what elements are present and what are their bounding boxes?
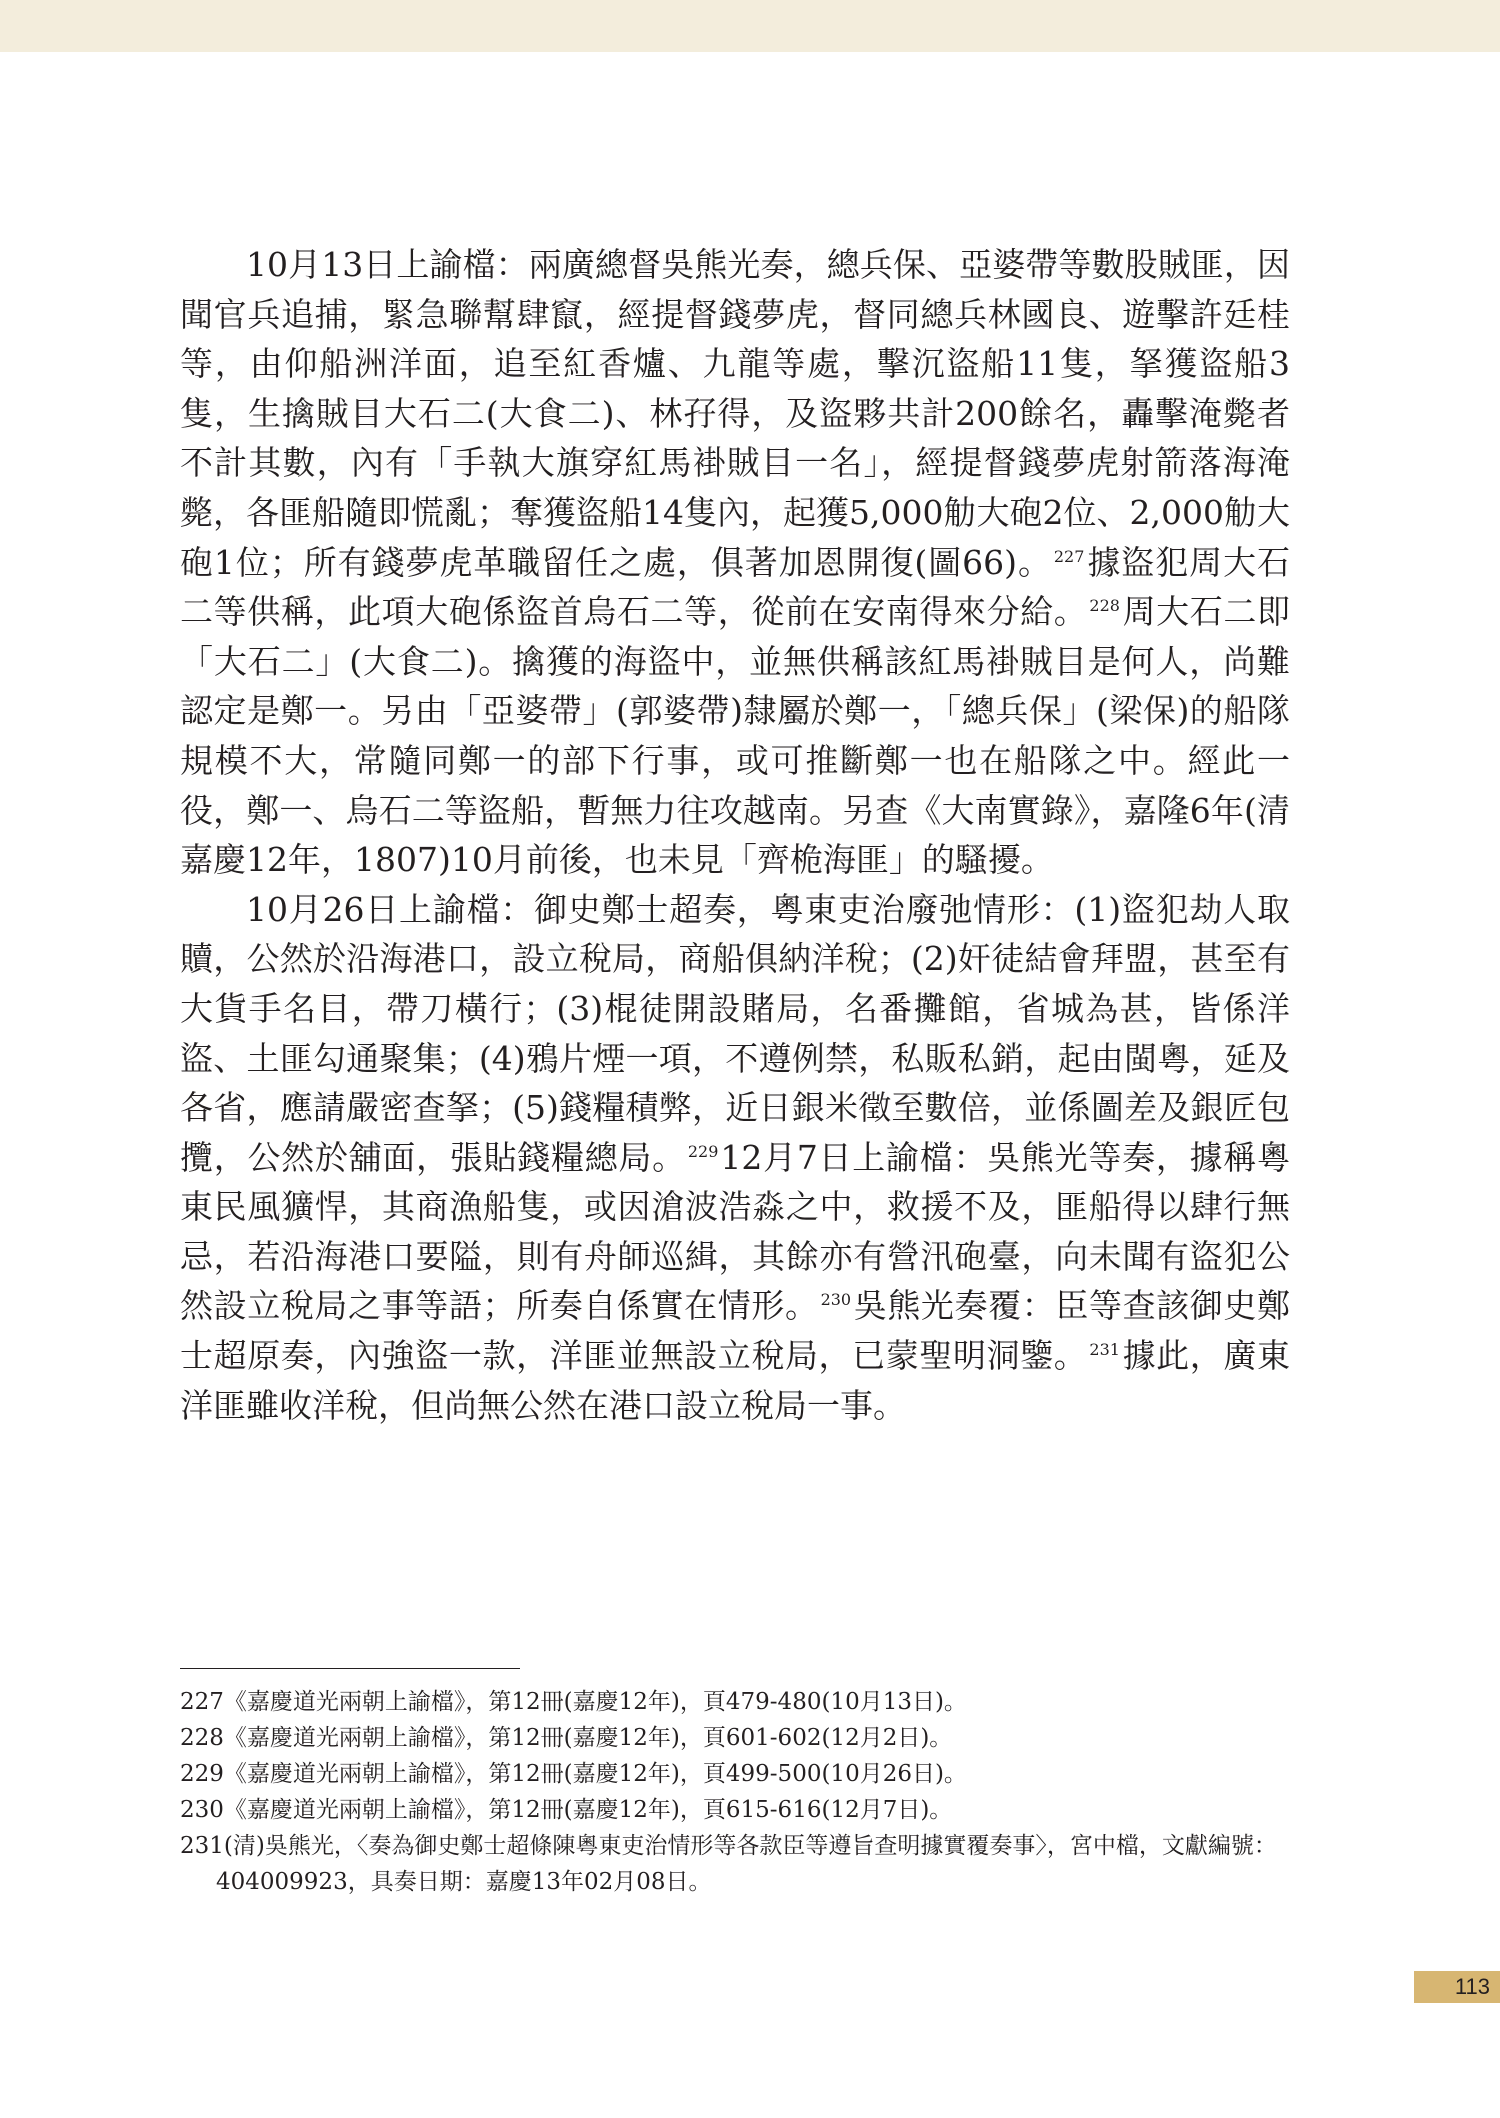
footnote-text: 《嘉慶道光兩朝上諭檔》，第12冊(嘉慶12年)，頁615-616(12月7日)。 — [223, 1797, 953, 1823]
footnote-number: 230 — [180, 1797, 224, 1823]
footnote-separator — [180, 1668, 520, 1669]
footnote-number: 231 — [180, 1833, 224, 1859]
footnote-text: 《嘉慶道光兩朝上諭檔》，第12冊(嘉慶12年)，頁499-500(10月26日)。 — [223, 1761, 967, 1787]
text-segment: 吳熊光奏覆：臣等查該御史鄭士超原奏，內強盜一款，洋匪並無設立稅局，已蒙聖明洞鑒。 — [180, 1286, 1291, 1376]
footnote-ref[interactable]: 231 — [1089, 1340, 1120, 1360]
footnote — [180, 1828, 1290, 1900]
footnote-number: 227 — [180, 1689, 224, 1715]
paragraph — [180, 885, 1290, 1431]
top-band — [0, 0, 1500, 52]
text-segment: 10月13日上諭檔：兩廣總督吳熊光奏，總兵保、亞婆帶等數股賊匪，因聞官兵追捕，緊急聯幫肆竄，經提督錢夢虎，督同總兵林國良、遊擊許廷桂等，由仰船洲洋面，追至紅香爐、九龍等處，擊沉盜船11隻，拏獲盜船3隻，生擒賊目大石二(大食二)、林孖得，及盜夥共計200餘名，轟擊淹斃者不計其數，內有「手執大旗穿紅馬褂賊目一名」，經提督錢夢虎射箭落海淹斃，各匪船隨即慌亂；奪獲盜船14隻內，起獲5,000觔大砲2位、2,000觔大砲1位；所有錢夢虎革職留任之處，俱著加恩開復(圖66)。 — [180, 245, 1290, 582]
footnote — [180, 1684, 1290, 1720]
footnote-ref[interactable]: 227 — [1053, 546, 1085, 566]
footnote-text: (清)吳熊光，〈奏為御史鄭士超條陳粵東吏治情形等各款臣等遵旨查明據實覆奏事〉，宮中檔，文獻編號：404009923，具奏日期：嘉慶13年02月08日。 — [216, 1833, 1277, 1895]
footnote-ref[interactable]: 228 — [1089, 596, 1120, 616]
footnote — [180, 1756, 1290, 1792]
footnote-number: 229 — [180, 1761, 224, 1787]
footnote-ref[interactable]: 229 — [687, 1141, 719, 1161]
footnote-text: 《嘉慶道光兩朝上諭檔》，第12冊(嘉慶12年)，頁479-480(10月13日)。 — [223, 1689, 967, 1715]
footnote-number: 228 — [180, 1725, 224, 1751]
footnote — [180, 1720, 1290, 1756]
footnotes — [180, 1684, 1290, 1900]
text-segment: 10月26日上諭檔：御史鄭士超奏，粵東吏治廢弛情形：(1)盜犯劫人取贖，公然於沿海港口，設立稅局，商船俱納洋稅；(2)奸徒結會拜盟，甚至有大貨手名目，帶刀橫行；(3)棍徒開設賭局，名番攤館，省城為甚，皆係洋盜、土匪勾通聚集；(4)鴉片煙一項，不遵例禁，私販私銷，起由閩粵，延及各省，應請嚴密查拏；(5)錢糧積弊，近日銀米徵至數倍，並係圖差及銀匠包攬，公然於舖面，張貼錢糧總局。 — [180, 889, 1290, 1177]
text-segment: 據此，廣東洋匪雖收洋稅，但尚無公然在港口設立稅局一事。 — [180, 1336, 1291, 1425]
paragraph — [180, 240, 1290, 885]
text-segment: 周大石二即「大石二」(大食二)。擒獲的海盜中，並無供稱該紅馬褂賊目是何人，尚難認定是鄭一。另由「亞婆帶」(郭婆帶)隸屬於鄭一，「總兵保」(梁保)的船隊規模不大，常隨同鄭一的部下行事，或可推斷鄭一也在船隊之中。經此一役，鄭一、烏石二等盜船，暫無力往攻越南。另查《大南實錄》，嘉隆6年(清嘉慶12年，1807)10月前後，也未見「齊桅海匪」的騷擾。 — [180, 592, 1291, 880]
footnote-ref[interactable]: 230 — [820, 1290, 852, 1310]
footnote-text: 《嘉慶道光兩朝上諭檔》，第12冊(嘉慶12年)，頁601-602(12月2日)。 — [223, 1725, 953, 1751]
text-segment: 12月7日上諭檔：吳熊光等奏，據稱粵東民風獷悍，其商漁船隻，或因滄波浩淼之中，救援不及，匪船得以肆行無忌，若沿海港口要隘，則有舟師巡緝，其餘亦有營汛砲臺，向未聞有盜犯公然設立稅局之事等語；所奏自係實在情形。 — [180, 1137, 1290, 1326]
page-number: 113 — [1454, 1974, 1490, 1999]
footnote — [180, 1792, 1290, 1828]
body-text — [180, 240, 1290, 1430]
text-segment: 據盜犯周大石二等供稱，此項大砲係盜首烏石二等，從前在安南得來分給。 — [180, 542, 1290, 632]
